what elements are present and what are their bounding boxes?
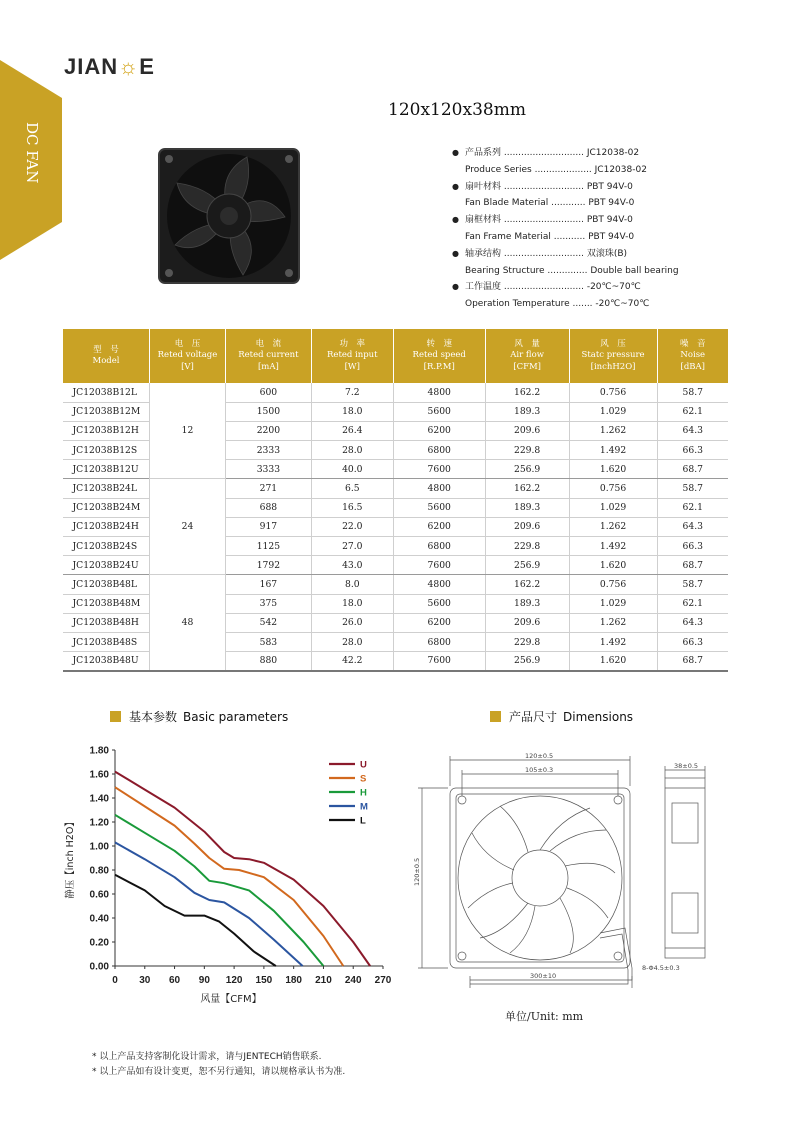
table-cell: 8.0	[311, 575, 393, 594]
table-cell: JC12038B24H	[63, 517, 150, 536]
table-cell: 26.4	[311, 421, 393, 440]
section-title-cn: 基本参数	[129, 710, 178, 724]
table-cell: 16.5	[311, 498, 393, 517]
column-header-unit: [V]	[181, 361, 194, 372]
table-cell: 4800	[393, 479, 485, 498]
table-cell: 162.2	[485, 479, 569, 498]
spec-line	[452, 229, 752, 246]
table-cell: JC12038B12H	[63, 421, 150, 440]
y-tick-label: 0.80	[89, 865, 109, 877]
spec-text: 轴承结构 ............................ 双滚珠(B)	[465, 248, 628, 259]
table-cell: JC12038B24M	[63, 498, 150, 517]
legend-label: H	[360, 787, 367, 799]
table-cell: 0.756	[569, 479, 657, 498]
spec-text: Fan Frame Material ........... PBT 94V-0	[465, 231, 635, 242]
table-cell: 1792	[225, 556, 311, 575]
column-header-cn: 转 速	[426, 338, 452, 349]
table-cell: 64.3	[657, 517, 728, 536]
bullet-icon: ●	[452, 248, 459, 258]
column-header	[311, 329, 393, 383]
spec-line	[452, 212, 752, 229]
section-dimensions	[490, 708, 633, 725]
table-cell: 58.7	[657, 479, 728, 498]
y-tick-label: 1.60	[89, 769, 109, 781]
spec-text: 扇框材料 ............................ PBT 94V-0	[465, 215, 633, 226]
table-cell: 1.029	[569, 402, 657, 421]
table-cell: 2333	[225, 441, 311, 460]
column-header-unit: [mA]	[257, 361, 279, 372]
dimension-drawing	[410, 748, 740, 988]
table-cell: 189.3	[485, 498, 569, 517]
section-title-en: Basic parameters	[183, 710, 289, 724]
table-cell: 5600	[393, 402, 485, 421]
column-header	[393, 329, 485, 383]
spec-text: Produce Series .................... JC12038-02	[465, 164, 647, 175]
logo-text-left: JIAN	[64, 54, 119, 79]
column-header	[225, 329, 311, 383]
table-cell: 6800	[393, 632, 485, 651]
table-cell: 18.0	[311, 594, 393, 613]
table-cell: 28.0	[311, 632, 393, 651]
spec-line	[452, 179, 752, 196]
table-cell: 917	[225, 517, 311, 536]
footnotes	[92, 1050, 345, 1080]
spec-line	[452, 296, 752, 313]
y-tick-label: 0.40	[89, 913, 109, 925]
table-cell: JC12038B12S	[63, 441, 150, 460]
table-cell: 209.6	[485, 613, 569, 632]
dim-120-left: 120±0.5	[413, 857, 421, 886]
spec-text: Bearing Structure .............. Double ball bearing	[465, 265, 679, 276]
table-cell: 271	[225, 479, 311, 498]
column-header-cn: 电 压	[174, 338, 201, 349]
column-header-en: Air flow	[510, 350, 544, 361]
bullet-icon: ●	[452, 282, 459, 292]
table-cell: 162.2	[485, 383, 569, 402]
table-cell: JC12038B24U	[63, 556, 150, 575]
table-cell: 256.9	[485, 652, 569, 671]
table-cell: 4800	[393, 575, 485, 594]
column-header-en: Reted voltage	[157, 350, 218, 361]
column-header-unit: [CFM]	[513, 361, 541, 372]
x-tick-label: 90	[198, 975, 210, 986]
table-cell: 1.492	[569, 441, 657, 460]
dim-105: 105±0.3	[525, 766, 554, 774]
table-cell: 167	[225, 575, 311, 594]
bullet-icon: ●	[452, 181, 459, 191]
table-cell: JC12038B12M	[63, 402, 150, 421]
column-header-cn: 风 量	[514, 338, 540, 349]
table-row	[63, 479, 729, 498]
table-cell: 5600	[393, 594, 485, 613]
section-marker-icon	[110, 711, 121, 722]
y-tick-label: 1.20	[89, 817, 109, 829]
bullet-icon: ●	[452, 215, 459, 225]
table-cell: 58.7	[657, 575, 728, 594]
table-cell: 7600	[393, 460, 485, 479]
table-cell: 27.0	[311, 537, 393, 556]
table-cell: 1.492	[569, 632, 657, 651]
x-tick-label: 210	[315, 975, 332, 986]
x-tick-label: 120	[225, 975, 243, 986]
table-cell: JC12038B24L	[63, 479, 150, 498]
x-tick-label: 180	[285, 975, 303, 986]
table-cell: 229.8	[485, 632, 569, 651]
series-line-U	[115, 772, 370, 966]
table-cell: 66.3	[657, 632, 728, 651]
table-cell: 6.5	[311, 479, 393, 498]
table-cell: 1125	[225, 537, 311, 556]
spec-line	[452, 195, 752, 212]
column-header	[569, 329, 657, 383]
table-cell: 583	[225, 632, 311, 651]
table-cell: 229.8	[485, 537, 569, 556]
table-cell: 64.3	[657, 613, 728, 632]
table-cell: 68.7	[657, 460, 728, 479]
logo-text-right: E	[139, 54, 155, 79]
spec-text: 扇叶材料 ............................ PBT 94V-0	[465, 181, 633, 192]
pq-curve-chart	[55, 740, 405, 1010]
legend-label: U	[360, 759, 367, 771]
table-cell: 229.8	[485, 441, 569, 460]
spec-line	[452, 246, 752, 263]
column-header-en: Model	[92, 356, 120, 366]
table-cell: 1.262	[569, 613, 657, 632]
table-cell: 62.1	[657, 402, 728, 421]
voltage-cell: 24	[149, 479, 225, 575]
column-header-unit: [R.P.M]	[423, 361, 455, 372]
table-cell: 1.620	[569, 460, 657, 479]
side-tab-label-wrap	[0, 118, 62, 218]
table-cell: 189.3	[485, 594, 569, 613]
y-tick-label: 0.60	[89, 889, 109, 901]
column-header-en: Noise	[680, 350, 706, 361]
table-cell: 688	[225, 498, 311, 517]
table-cell: JC12038B12U	[63, 460, 150, 479]
unit-label: 单位/Unit: mm	[505, 1010, 584, 1023]
voltage-cell: 12	[149, 383, 225, 479]
table-cell: JC12038B48H	[63, 613, 150, 632]
footnote: * 以上产品如有设计变更，恕不另行通知，请以规格承认书为准.	[92, 1067, 346, 1077]
table-cell: 1.492	[569, 537, 657, 556]
table-row	[63, 383, 729, 402]
table-body	[63, 383, 729, 671]
table-cell: JC12038B48U	[63, 652, 150, 671]
bullet-icon: ●	[452, 148, 459, 157]
table-cell: 28.0	[311, 441, 393, 460]
y-tick-label: 0.00	[89, 961, 109, 973]
column-header-en: Reted speed	[412, 350, 466, 361]
y-tick-label: 1.80	[89, 745, 109, 757]
table-cell: JC12038B48M	[63, 594, 150, 613]
column-header-cn: 型 号	[93, 344, 119, 355]
table-cell: 26.0	[311, 613, 393, 632]
spec-text: 产品系列 ............................ JC12038-02	[465, 148, 640, 158]
side-tab-label: DC FAN	[23, 122, 41, 184]
column-header-cn: 噪 音	[680, 338, 706, 349]
series-line-M	[115, 842, 303, 966]
column-header-unit: [W]	[344, 361, 360, 372]
table-cell: 42.2	[311, 652, 393, 671]
section-title-cn: 产品尺寸	[509, 710, 558, 724]
table-cell: 64.3	[657, 421, 728, 440]
table-cell: 3333	[225, 460, 311, 479]
column-header	[485, 329, 569, 383]
table-cell: 7.2	[311, 383, 393, 402]
legend-label: L	[360, 815, 366, 827]
x-axis-label: 风量【CFM】	[200, 994, 262, 1005]
section-basic-parameters	[110, 708, 288, 725]
table-cell: 600	[225, 383, 311, 402]
legend-label: S	[360, 773, 367, 785]
table-cell: 375	[225, 594, 311, 613]
x-tick-label: 30	[139, 975, 151, 986]
table-cell: 256.9	[485, 460, 569, 479]
table-cell: 189.3	[485, 402, 569, 421]
table-cell: 1.620	[569, 556, 657, 575]
x-tick-label: 60	[168, 975, 181, 986]
spec-list	[452, 145, 752, 313]
y-axis-label: 静压【inch H2O】	[65, 817, 76, 899]
y-tick-label: 1.00	[89, 841, 109, 853]
column-header-en: Reted current	[238, 350, 299, 361]
table-cell: 6200	[393, 613, 485, 632]
table-cell: 40.0	[311, 460, 393, 479]
table-cell: 66.3	[657, 441, 728, 460]
column-header	[63, 329, 150, 383]
brand-logo	[64, 54, 155, 80]
model-size-title: 120x120x38mm	[388, 100, 526, 120]
spec-line	[452, 162, 752, 179]
voltage-cell: 48	[149, 575, 225, 671]
series-line-S	[115, 787, 343, 966]
parameter-table	[62, 329, 728, 672]
table-cell: 1.262	[569, 517, 657, 536]
dim-lead: 300±10	[530, 972, 557, 980]
fan-product-photo	[155, 145, 303, 288]
table-cell: 542	[225, 613, 311, 632]
column-header	[657, 329, 728, 383]
table-cell: JC12038B48L	[63, 575, 150, 594]
spec-text: 工作温度 ............................ -20℃~70℃	[465, 282, 641, 293]
table-cell: 62.1	[657, 498, 728, 517]
column-header-cn: 功 率	[339, 338, 366, 349]
table-cell: 22.0	[311, 517, 393, 536]
column-header-unit: [dBA]	[680, 361, 705, 372]
legend-label: M	[360, 801, 368, 813]
logo-burst-icon: ☼	[118, 54, 140, 79]
table-cell: 0.756	[569, 383, 657, 402]
table-cell: 6200	[393, 421, 485, 440]
column-header-unit: [inchH2O]	[590, 361, 636, 372]
table-cell: 1500	[225, 402, 311, 421]
table-cell: JC12038B12L	[63, 383, 150, 402]
x-tick-label: 270	[374, 975, 392, 986]
table-cell: 209.6	[485, 517, 569, 536]
dim-hole: 8-Φ4.5±0.3	[642, 964, 680, 972]
footnote: * 以上产品支持客制化设计需求，请与JENTECH销售联系.	[92, 1052, 322, 1062]
x-tick-label: 240	[344, 975, 362, 986]
dim-120-top: 120±0.5	[525, 752, 554, 760]
table-cell: 5600	[393, 498, 485, 517]
table-cell: 62.1	[657, 594, 728, 613]
spec-line	[452, 263, 752, 280]
table-cell: JC12038B48S	[63, 632, 150, 651]
table-cell: 209.6	[485, 421, 569, 440]
spec-text: Fan Blade Material ............ PBT 94V-0	[465, 198, 635, 209]
table-cell: 7600	[393, 652, 485, 671]
column-header	[149, 329, 225, 383]
table-cell: 880	[225, 652, 311, 671]
table-cell: 0.756	[569, 575, 657, 594]
table-cell: 1.620	[569, 652, 657, 671]
table-cell: 256.9	[485, 556, 569, 575]
table-header-row	[63, 329, 729, 383]
column-header-cn: 风 压	[600, 338, 626, 349]
table-cell: 6800	[393, 537, 485, 556]
table-row	[63, 575, 729, 594]
table-cell: JC12038B24S	[63, 537, 150, 556]
table-cell: 43.0	[311, 556, 393, 575]
spec-line	[452, 145, 752, 162]
y-tick-label: 0.20	[89, 937, 109, 949]
y-tick-label: 1.40	[89, 793, 109, 805]
table-cell: 6200	[393, 517, 485, 536]
table-cell: 162.2	[485, 575, 569, 594]
column-header-en: Statc pressure	[581, 350, 645, 361]
table-cell: 1.262	[569, 421, 657, 440]
table-cell: 6800	[393, 441, 485, 460]
table-cell: 4800	[393, 383, 485, 402]
table-cell: 1.029	[569, 498, 657, 517]
section-title-en: Dimensions	[563, 710, 634, 724]
table-cell: 18.0	[311, 402, 393, 421]
table-cell: 66.3	[657, 537, 728, 556]
table-cell: 68.7	[657, 556, 728, 575]
x-tick-label: 150	[255, 975, 273, 986]
table-cell: 68.7	[657, 652, 728, 671]
section-marker-icon	[490, 711, 501, 722]
table-cell: 7600	[393, 556, 485, 575]
spec-line	[452, 279, 752, 296]
column-header-en: Reted input	[327, 350, 378, 361]
x-tick-label: 0	[112, 975, 118, 986]
column-header-cn: 电 流	[255, 338, 282, 349]
table-cell: 1.029	[569, 594, 657, 613]
dim-38: 38±0.5	[674, 762, 699, 770]
table-cell: 2200	[225, 421, 311, 440]
spec-text: Operation Temperature ....... -20℃~70℃	[465, 299, 650, 310]
table-cell: 58.7	[657, 383, 728, 402]
